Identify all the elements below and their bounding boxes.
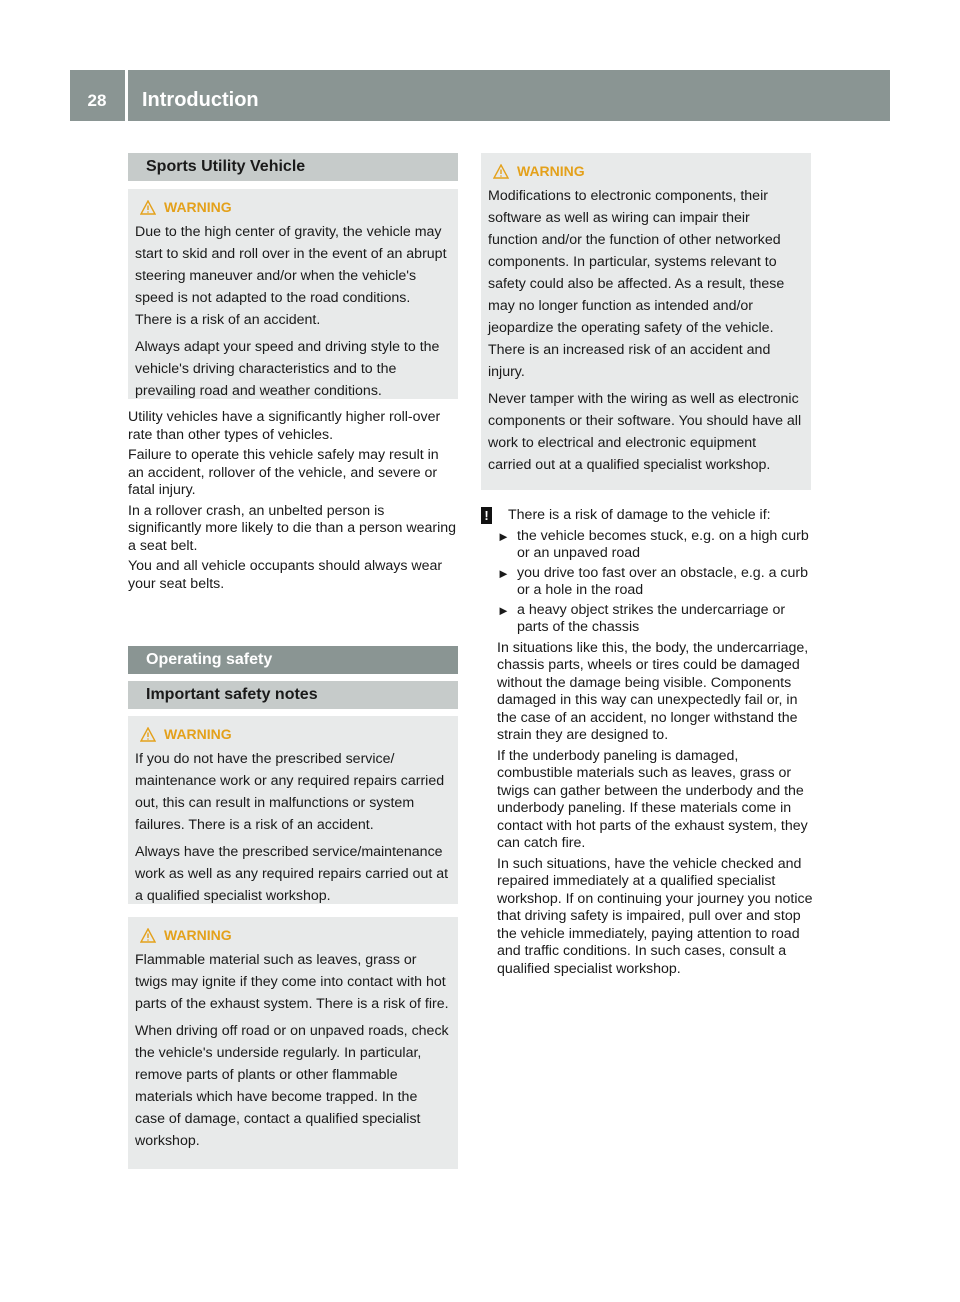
list-item (497, 528, 813, 563)
notice-paragraphs (481, 640, 813, 979)
chapter-title: Introduction (142, 89, 259, 111)
list-item-text: a heavy object strikes the undercarriage or parts of the chassis (517, 601, 786, 635)
warning-triangle-icon (140, 727, 156, 742)
notice-damage (481, 507, 813, 981)
warning-triangle-icon (140, 200, 156, 215)
warning-box-rollover (128, 189, 458, 399)
warning-box-electronics (481, 153, 811, 490)
list-item-text: the vehicle becomes stuck, e.g. on a high curb or an unpaved road (517, 527, 809, 561)
warning-label: WARNING (517, 163, 585, 179)
header-divider (125, 70, 128, 121)
exclamation-icon: ! (481, 507, 492, 524)
triangle-bullet-icon: ► (497, 528, 510, 544)
list-item (497, 565, 813, 600)
page-number: 28 (87, 91, 107, 110)
notice-intro (481, 507, 813, 525)
warning-label: WARNING (164, 927, 232, 943)
section-heading-suv: Sports Utility Vehicle (128, 153, 458, 181)
warning-text: Modifications to electronic components, their software as well as wiring can impair their function and/or the function of other networked components. In particular, systems relevant to safety could also be affected. As a result, these may no longer function as intended and/or jeopardize the operating safety of the vehicle. There is an increased risk of an accident and injury. (488, 188, 785, 380)
warning-text: Due to the high center of gravity, the vehicle may start to skid and roll over in the event of an abrupt steering maneuver and/or when the vehicle's speed is not adapted to the road conditions. There is a risk of an accident. (135, 224, 447, 328)
triangle-bullet-icon: ► (497, 565, 510, 581)
warning-header (135, 925, 450, 945)
warning-box-service (128, 716, 458, 904)
list-item (497, 602, 813, 637)
paragraph: In a rollover crash, an unbelted person is significantly more likely to die than a person wearing a seat belt. (128, 502, 457, 554)
warning-header (135, 724, 450, 744)
paragraph: In situations like this, the body, the undercarriage, chassis parts, wheels or tires could be damaged without the damage being visible. Components damaged in this way can unexpectedly fail or, in the case of an accident, no longer withstand the strain they are designed to. (497, 639, 809, 743)
paragraph: Failure to operate this vehicle safely may result in an accident, rollover of the vehicle, and severe or fatal injury. (128, 447, 439, 498)
paragraph: If the underbody paneling is damaged, combustible materials such as leaves, grass or twigs can gather between the underbody and the underbody paneling. If these materials come in contact with hot parts of the exhaust system, they can catch fire. (497, 747, 808, 851)
section-heading-important-notes: Important safety notes (128, 681, 458, 709)
paragraph: You and all vehicle occupants should always wear your seat belts. (128, 558, 443, 592)
triangle-bullet-icon: ► (497, 602, 510, 618)
page-header (70, 70, 890, 121)
warning-text: Flammable material such as leaves, grass or twigs may ignite if they come into contact with hot parts of the exhaust system. There is a risk of fire. (135, 952, 449, 1012)
list-item-text: you drive too fast over an obstacle, e.g. a curb or a hole in the road (517, 564, 809, 598)
paragraph: Utility vehicles have a significantly higher roll-over rate than other types of vehicles. (128, 409, 441, 443)
warning-text: Never tamper with the wiring as well as electronic components or their software. You should have all work to electrical and electronic equipment carried out at a qualified specialist workshop. (488, 391, 802, 473)
notice-bullet-list (481, 528, 813, 637)
suv-body-text (128, 409, 458, 596)
warning-box-flammable (128, 917, 458, 1169)
warning-header (135, 197, 450, 217)
paragraph: In such situations, have the vehicle checked and repaired immediately at a qualified specialist workshop. If on continuing your journey you notice that driving safety is impaired, pull over and stop the vehicle immediately, paying attention to road and traffic conditions. In such cases, consult a qualified specialist workshop. (497, 855, 813, 977)
notice-intro-text: There is a risk of damage to the vehicle if: (508, 507, 771, 523)
warning-text: When driving off road or on unpaved roads, check the vehicle's underside regularly. In particular, remove parts of plants or other flammable materials which have become trapped. In the case of damage, contact a qualified specialist workshop. (135, 1023, 449, 1149)
warning-triangle-icon (493, 164, 509, 179)
warning-header (488, 161, 803, 181)
warning-text: If you do not have the prescribed service/ maintenance work or any required repairs carried out, this can result in malfunctions or system failures. There is a risk of an accident. (135, 751, 445, 833)
warning-label: WARNING (164, 199, 232, 215)
warning-text: Always have the prescribed service/maintenance work as well as any required repairs carried out at a qualified specialist workshop. (135, 844, 449, 904)
warning-label: WARNING (164, 726, 232, 742)
section-heading-operating-safety: Operating safety (128, 646, 458, 674)
warning-text: Always adapt your speed and driving style to the vehicle's driving characteristics and to the prevailing road and weather conditions. (135, 339, 440, 399)
warning-triangle-icon (140, 928, 156, 943)
